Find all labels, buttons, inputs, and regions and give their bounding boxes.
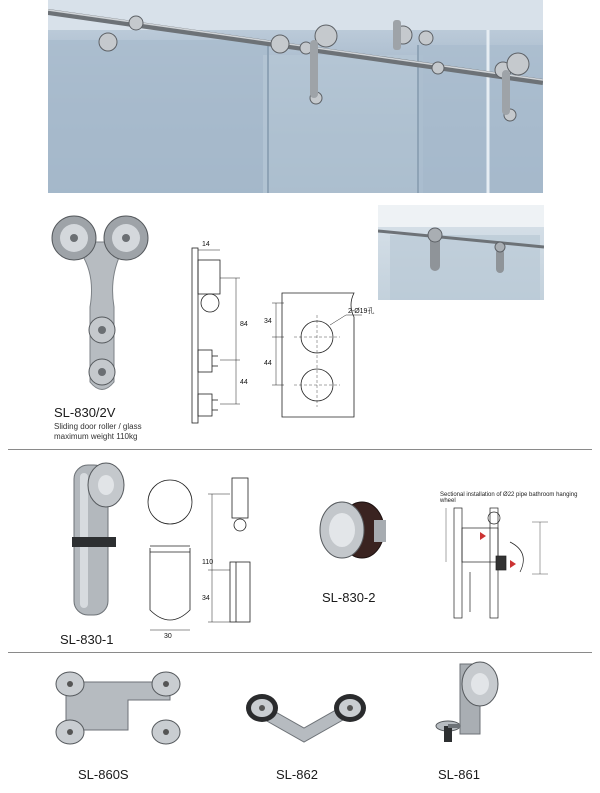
sl860s-photo [48,664,188,749]
drawing-a-dim-low: 44 [240,379,248,386]
sl830-1-code: SL-830-1 [60,632,114,647]
install-photo [378,205,544,300]
section-divider-1 [8,449,592,450]
sl830-2-photo [312,486,392,576]
sl830-2-code: SL-830-2 [322,590,376,605]
drawing-b-dim-lower: 44 [264,360,272,367]
install-photo-drawing [378,205,544,300]
drawing-b [262,285,392,425]
sl860s-code: SL-860S [78,767,129,782]
sl830-2v-desc-line1: Sliding door roller / glass [54,422,142,431]
sl830-1-photo [60,455,130,625]
drawing-c-dim-width: 30 [164,633,172,640]
drawing-a-dim-top: 14 [202,241,210,248]
sl830-2v-photo [42,212,152,402]
drawing-d [440,502,575,622]
section-divider-2 [8,652,592,653]
drawing-c-dim-lower: 34 [202,595,210,602]
sl830-2v-code: SL-830/2V [54,405,116,420]
sl862-code: SL-862 [276,767,318,782]
drawing-b-hole-callout: 2-Ø19孔 [348,308,375,315]
hero-photo [48,0,543,193]
drawing-a [178,238,253,423]
hero-photo-drawing [48,0,543,193]
drawing-a-dim-mid: 84 [240,321,248,328]
sl862-photo [238,672,378,747]
sl861-code: SL-861 [438,767,480,782]
drawing-c [140,470,270,640]
sl830-2v-desc-line2: maximum weight 110kg [54,432,138,441]
drawing-d-caption: Sectional installation of Ø22 pipe bathroom hanging wheel [440,492,578,504]
drawing-b-dim-upper: 34 [264,318,272,325]
sl861-photo [428,654,508,754]
drawing-c-dim-height: 110 [202,559,214,566]
